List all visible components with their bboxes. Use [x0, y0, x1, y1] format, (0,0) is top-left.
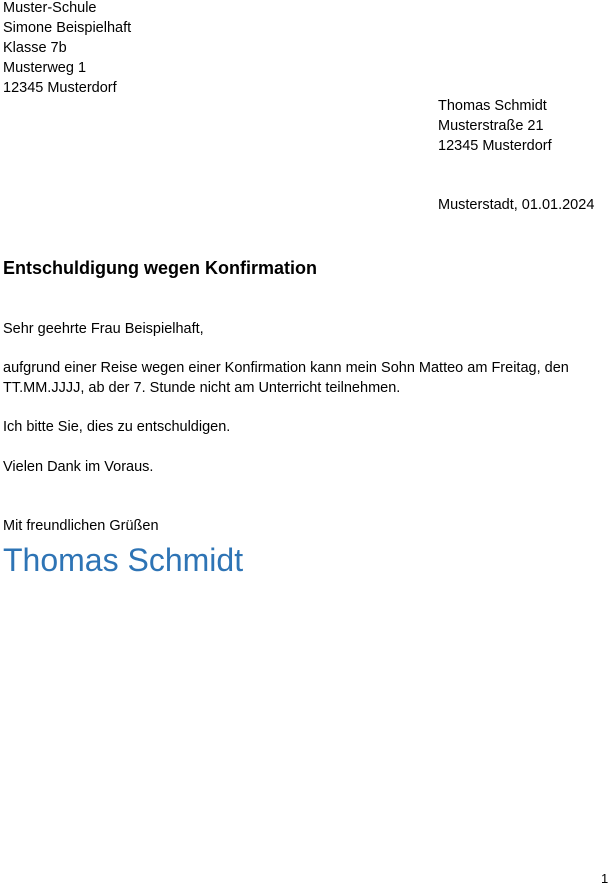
- salutation: Sehr geehrte Frau Beispielhaft,: [3, 321, 204, 337]
- sender-name: Thomas Schmidt: [438, 98, 547, 114]
- letter-subject: Entschuldigung wegen Konfirmation: [3, 258, 317, 278]
- recipient-name: Simone Beispielhaft: [3, 20, 132, 36]
- sender-address: [438, 96, 552, 156]
- body-paragraph: Vielen Dank im Voraus.: [3, 459, 154, 475]
- body-paragraph-line: TT.MM.JJJJ, ab der 7. Stunde nicht am Unterricht teilnehmen.: [3, 380, 401, 396]
- sender-street: Musterstraße 21: [438, 118, 544, 134]
- recipient-city: 12345 Musterdorf: [3, 80, 117, 96]
- body-paragraph-line: aufgrund einer Reise wegen einer Konfirmation kann mein Sohn Matteo am Freitag, den: [3, 360, 569, 376]
- recipient-street: Musterweg 1: [3, 60, 87, 76]
- body-paragraph: [3, 358, 603, 398]
- body-paragraph: Ich bitte Sie, dies zu entschuldigen.: [3, 419, 231, 435]
- recipient-school: Muster-Schule: [3, 0, 97, 16]
- letter-date: Musterstadt, 01.01.2024: [438, 197, 595, 213]
- page-number: 1: [601, 871, 609, 886]
- sender-city: 12345 Musterdorf: [438, 138, 552, 154]
- closing-phrase: Mit freundlichen Grüßen: [3, 518, 159, 534]
- recipient-address: [3, 0, 131, 98]
- signature: Thomas Schmidt: [3, 542, 244, 578]
- recipient-class: Klasse 7b: [3, 40, 67, 56]
